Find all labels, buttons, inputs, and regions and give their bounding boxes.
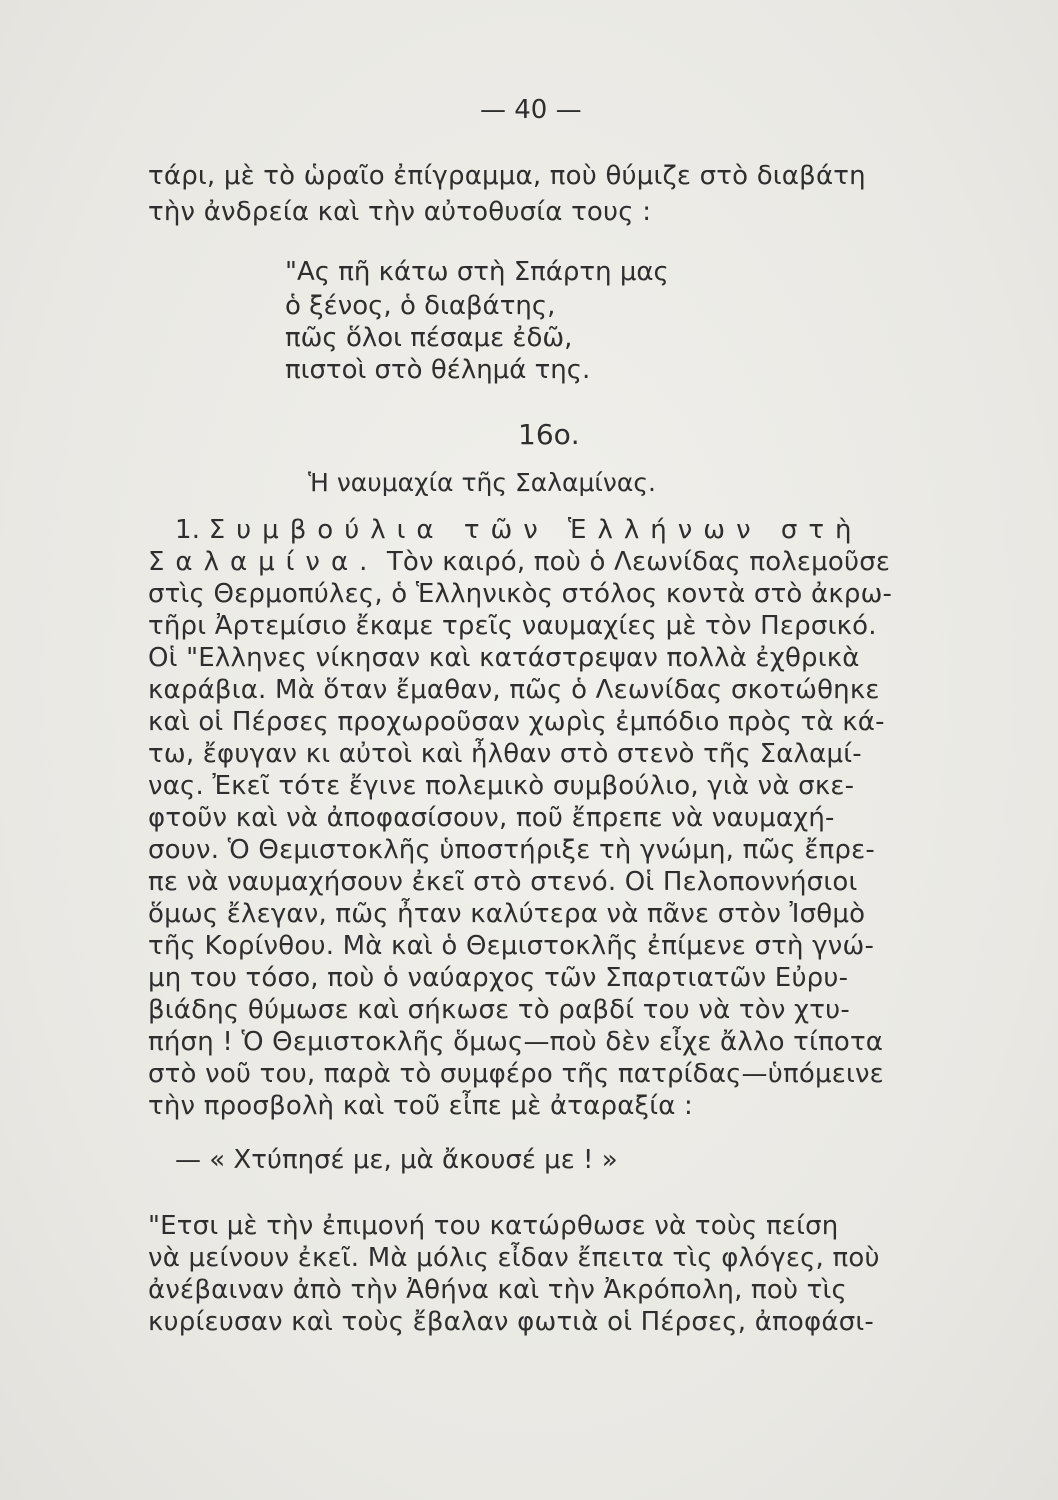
paragraph-line: φτοῦν καὶ νὰ ἀποφασίσουν, ποῦ ἔπρεπε νὰ ναυμαχή- [148,803,835,833]
paragraph-line: Οἱ "Ελληνες νίκησαν καὶ κατάστρεψαν πολλὰ ἐχθρικὰ [148,643,860,673]
verse-line: ὁ ξένος, ὁ διαβάτης, [285,291,556,321]
paragraph-line: ὅμως ἔλεγαν, πῶς ἦταν καλύτερα νὰ πᾶνε στὸν Ἰσθμὸ [148,899,866,929]
intro-line: τάρι, μὲ τὸ ὡραῖο ἐπίγραμμα, ποὺ θύμιζε στὸ διαβάτη [148,161,866,191]
closing-line: κυρίευσαν καὶ τοὺς ἔβαλαν φωτιὰ οἱ Πέρσες, ἀποφάσι- [148,1307,874,1337]
paragraph-line: τὴν προσβολὴ καὶ τοῦ εἶπε μὲ ἀταραξία : [148,1091,694,1121]
section-heading: Συμβούλια τῶν Ἑλλήνων στὴ [208,515,863,545]
section-second-line [148,546,890,578]
verse-line: πιστοὶ στὸ θέλημά της. [285,355,591,385]
paragraph-line: καράβια. Μὰ ὅταν ἔμαθαν, πῶς ὁ Λεωνίδας σκοτώθηκε [148,675,880,705]
paragraph-start: Τὸν καιρό, ποὺ ὁ Λεωνίδας πολεμοῦσε [386,547,891,577]
paragraph-line: τῆς Κορίνθου. Μὰ καὶ ὁ Θεμιστοκλῆς ἐπίμενε στὴ γνώ- [148,931,875,961]
closing-line: νὰ μείνουν ἐκεῖ. Μὰ μόλις εἶδαν ἔπειτα τὶς φλόγες, ποὺ [148,1243,880,1273]
paragraph-line: πε νὰ ναυμαχήσουν ἐκεῖ στὸ στενό. Οἱ Πελοποννήσιοι [148,867,858,897]
paragraph-line: σουν. Ὁ Θεμιστοκλῆς ὑποστήριξε τὴ γνώμη, πῶς ἔπρε- [148,835,875,865]
closing-line: "Ετσι μὲ τὴν ἐπιμονή του κατώρθωσε νὰ τοὺς πείση [148,1211,839,1241]
section-first-line [175,514,862,546]
paragraph-line: τῆρι Ἀρτεμίσιο ἔκαμε τρεῖς ναυμαχίες μὲ τὸν Περσικό. [148,611,877,641]
paragraph-line: καὶ οἱ Πέρσες προχωροῦσαν χωρὶς ἐμπόδιο πρὸς τὰ κά- [148,707,885,737]
paragraph-line: νας. Ἐκεῖ τότε ἔγινε πολεμικὸ συμβούλιο, γιὰ νὰ σκε- [148,771,855,801]
verse-line: "Ας πῆ κάτω στὴ Σπάρτη μας [285,257,669,287]
chapter-title: Ἡ ναυμαχία τῆς Σαλαμίνας. [308,468,656,497]
closing-line: ἀνέβαιναν ἀπὸ τὴν Ἀθήνα καὶ τὴν Ἀκρόπολη, ποὺ τὶς [148,1275,847,1305]
verse-line: πῶς ὅλοι πέσαμε ἐδῶ, [285,323,573,353]
paragraph-line: βιάδης θύμωσε καὶ σήκωσε τὸ ραβδί του νὰ τὸν χτυ- [148,995,850,1025]
quote-line: — « Χτύπησέ με, μὰ ἄκουσέ με ! » [175,1145,618,1175]
paragraph-line: τω, ἔφυγαν κι αὐτοὶ καὶ ἦλθαν στὸ στενὸ τῆς Σαλαμί- [148,739,862,769]
paragraph-line: στὶς Θερμοπύλες, ὁ Ἑλληνικὸς στόλος κοντὰ στὸ ἀκρω- [148,579,893,609]
intro-line: τὴν ἀνδρεία καὶ τὴν αὐτοθυσία τους : [148,197,652,227]
paragraph-line: στὸ νοῦ του, παρὰ τὸ συμφέρο τῆς πατρίδας—ὑπόμεινε [148,1059,884,1089]
page-number: — 40 — [480,95,582,125]
paragraph-line: μη του τόσο, ποὺ ὁ ναύαρχος τῶν Σπαρτιατῶν Εὐρυ- [148,963,849,993]
section-heading-cont: Σαλαμίνα. [148,547,379,577]
section-number: 1. [175,515,201,545]
chapter-number: 16ο. [518,418,580,451]
paragraph-line: πήση ! Ὁ Θεμιστοκλῆς ὅμως—ποὺ δὲν εἶχε ἄλλο τίποτα [148,1027,884,1057]
